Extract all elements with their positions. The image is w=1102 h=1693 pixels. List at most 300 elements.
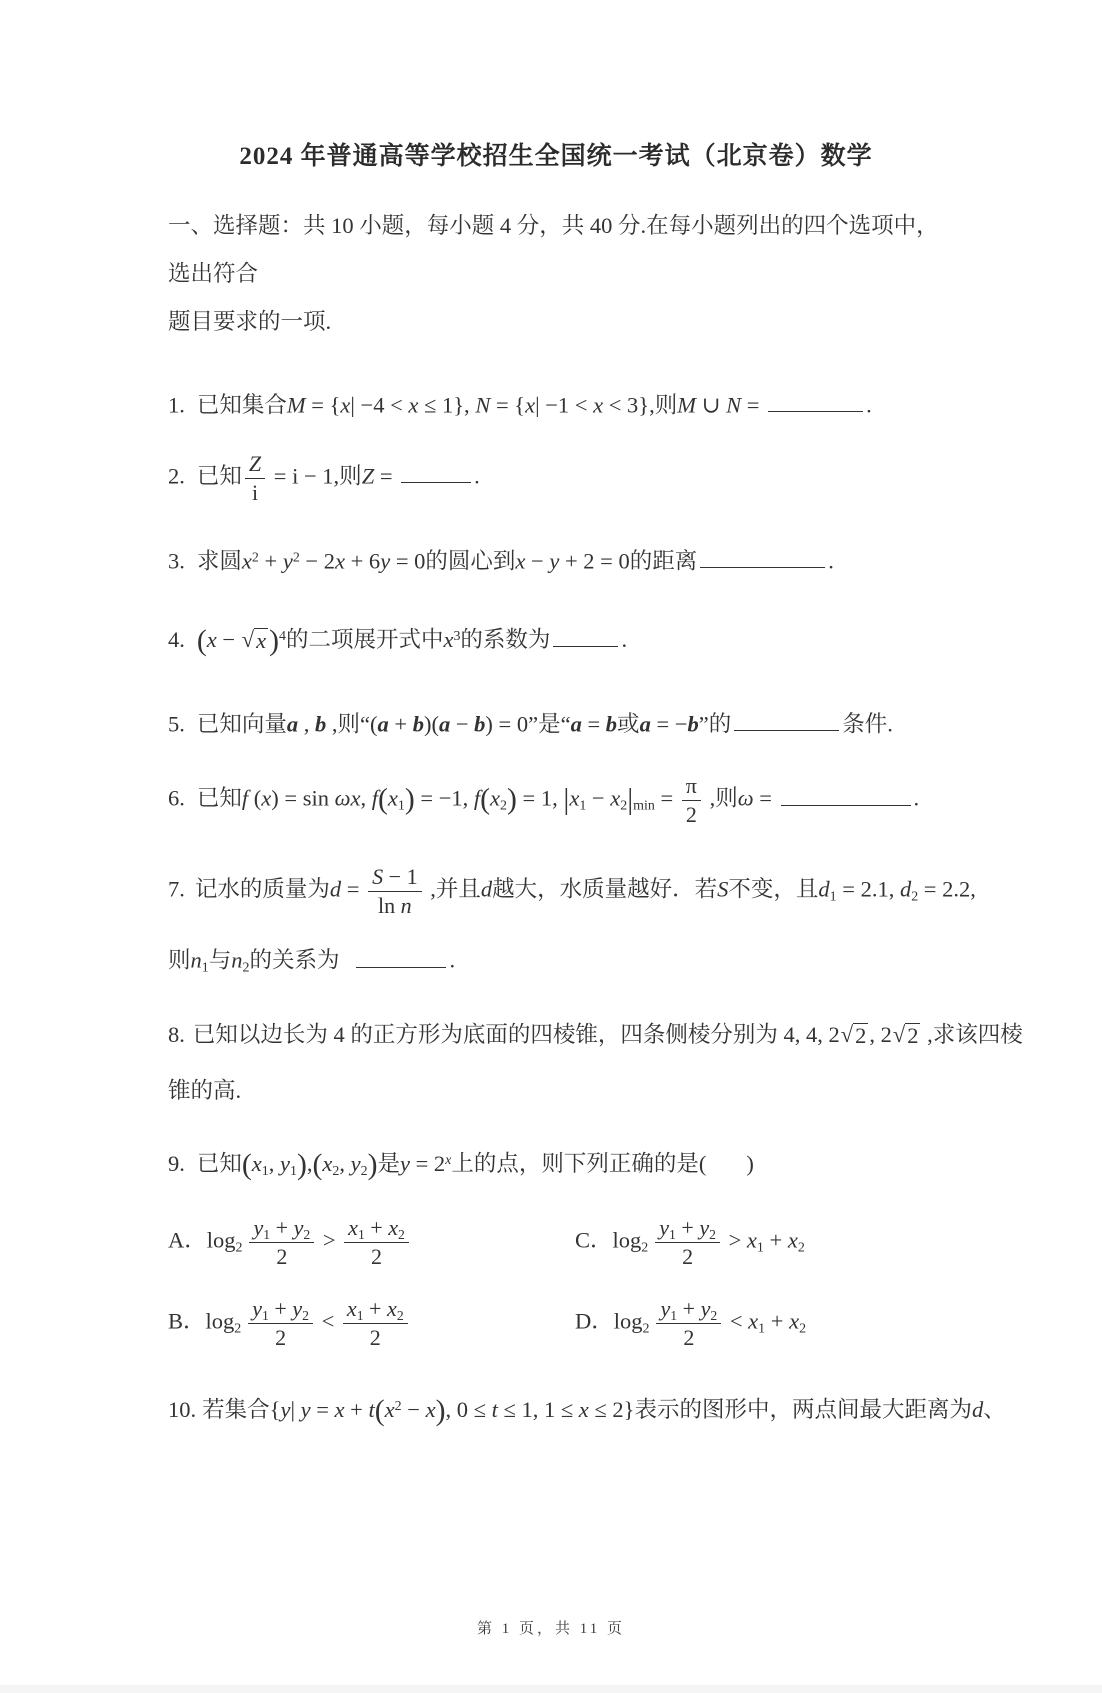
square-root — [242, 628, 268, 653]
math-segment: + — [388, 710, 413, 736]
math-variable: x — [789, 1308, 800, 1334]
question-2-line — [168, 451, 944, 506]
math-segment: − — [586, 786, 611, 811]
math-segment: + — [363, 1295, 388, 1321]
math-segment: + — [677, 1295, 701, 1321]
text-segment: 的圆心到 — [425, 548, 516, 574]
math-variable: x — [525, 392, 536, 418]
math-vector: a — [438, 710, 451, 736]
math-segment: , — [921, 1022, 933, 1048]
math-segment: < — [315, 1308, 340, 1334]
math-segment: + — [270, 1214, 294, 1240]
big-delimiter: ) — [269, 624, 279, 657]
math-variable: x — [569, 786, 580, 811]
math-variable: t — [491, 1396, 498, 1422]
math-variable: ω — [737, 786, 754, 811]
math-segment: + — [675, 1214, 700, 1240]
text-segment: 已知集合 — [196, 392, 287, 418]
math-segment: = 0 — [390, 548, 426, 574]
fraction-numerator — [655, 1215, 720, 1243]
math-segment: 2 — [683, 1324, 695, 1350]
math-segment: 1. — [168, 392, 185, 418]
math-segment: ln — [378, 893, 401, 919]
math-variable: Z — [361, 463, 375, 489]
fraction — [249, 1215, 314, 1270]
math-segment: C． — [575, 1227, 613, 1253]
fraction-numerator — [248, 1296, 313, 1324]
math-segment: = 2 — [409, 1150, 446, 1176]
math-variable: x — [425, 1396, 436, 1422]
superscript: 2 — [394, 1399, 402, 1414]
text-segment: 则 — [168, 947, 191, 973]
square-root — [841, 1023, 869, 1048]
math-variable: x — [443, 626, 454, 652]
math-variable: n — [400, 893, 412, 919]
subscript: min — [633, 798, 655, 814]
answer-blank — [781, 784, 911, 806]
question-9 — [168, 1145, 944, 1185]
big-delimiter: ) — [296, 1148, 307, 1181]
math-variable: x — [515, 548, 526, 574]
math-segment: . — [828, 548, 834, 574]
fraction-denominator — [344, 1243, 409, 1270]
fraction — [245, 451, 265, 506]
math-segment: ≤ 1, 1 ≤ — [497, 1396, 579, 1422]
fraction — [682, 773, 701, 828]
math-segment: . — [621, 626, 628, 652]
math-variable: x — [610, 786, 621, 811]
math-segment: 2 — [369, 1324, 381, 1350]
math-segment: + — [765, 1308, 790, 1334]
exam-page — [0, 136, 1102, 1431]
subscript: 1 — [263, 1226, 271, 1242]
math-variable: y — [700, 1295, 711, 1321]
text-segment: 表示的图形中，两点间最大距离为 — [634, 1396, 972, 1422]
subscript: 2 — [396, 1307, 404, 1323]
math-segment: i — [251, 479, 259, 505]
math-segment: , — [268, 1150, 280, 1176]
subscript: 2 — [710, 1307, 718, 1323]
question-8-line-1 — [168, 1020, 1023, 1050]
fraction-numerator — [368, 864, 422, 892]
math-segment: log — [205, 1308, 235, 1334]
math-variable: x — [256, 627, 267, 653]
big-delimiter: ( — [241, 1148, 252, 1181]
math-segment: , — [703, 786, 716, 811]
math-segment: − — [216, 626, 241, 652]
text-segment: 或 — [617, 710, 640, 736]
superscript: 4 — [278, 628, 286, 644]
answer-blank — [734, 709, 839, 731]
text-segment: ”的 — [698, 710, 732, 736]
radical-sign: √ — [241, 626, 255, 652]
math-segment: 2. — [168, 463, 185, 489]
math-variable: t — [368, 1396, 375, 1422]
math-variable: y — [699, 1214, 710, 1240]
subscript: 2 — [500, 798, 508, 814]
question-7-line-1 — [168, 864, 976, 919]
text-segment: 已知以边长为 4 的正方形为底面的四棱锥，四条侧棱分别为 — [192, 1022, 778, 1048]
subscript: 2 — [797, 1240, 805, 1256]
math-segment: = — [374, 463, 399, 489]
math-variable: y — [280, 1150, 290, 1176]
math-variable: x — [346, 1295, 357, 1321]
math-variable: d — [818, 877, 830, 902]
subscript: 1 — [290, 1163, 297, 1179]
big-delimiter: | — [563, 783, 570, 816]
math-variable: x — [340, 392, 351, 418]
math-segment: 2 — [276, 1243, 288, 1269]
text-segment: ”是“ — [528, 710, 571, 736]
math-segment: = 2.1, — [836, 877, 900, 902]
math-segment: , — [339, 1150, 351, 1176]
page-title: 2024 年普通高等学校招生全国统一考试（北京卷）数学 — [239, 143, 873, 170]
question-8 — [168, 1020, 1023, 1107]
math-segment: = i − 1, — [268, 463, 340, 489]
math-vector: b — [315, 710, 327, 736]
math-vector: b — [474, 710, 486, 736]
math-variable: y — [660, 1295, 671, 1321]
subscript: 2 — [620, 798, 628, 814]
math-segment: 8. — [168, 1022, 185, 1048]
fraction-denominator — [368, 892, 422, 919]
text-segment: 是 — [377, 1150, 400, 1176]
fraction — [344, 1215, 409, 1270]
question-9-options-row-2 — [168, 1296, 944, 1351]
question-2 — [168, 451, 944, 506]
math-segment: = −1, — [414, 786, 474, 811]
big-delimiter: | — [627, 783, 634, 816]
math-segment: 2 — [907, 1023, 919, 1049]
subscript: 1 — [579, 798, 587, 814]
math-segment: 10. — [168, 1396, 197, 1422]
text-segment: 则 — [339, 463, 362, 489]
math-variable: x — [593, 392, 604, 418]
math-segment: = — [753, 786, 778, 811]
math-variable: y — [252, 1295, 263, 1321]
text-segment: 锥的高. — [168, 1078, 242, 1104]
math-variable: d — [329, 877, 342, 902]
subscript: 2 — [234, 1321, 242, 1337]
math-variable: x — [261, 786, 272, 811]
option-a — [168, 1215, 575, 1270]
question-3-line — [168, 546, 944, 577]
math-variable: y — [380, 548, 391, 574]
math-variable: d — [480, 877, 493, 902]
big-delimiter: ) — [435, 1394, 446, 1427]
subscript: 1 — [397, 798, 405, 814]
radical-sign: √ — [892, 1022, 906, 1048]
question-5-line — [168, 709, 944, 740]
math-vector: b — [605, 710, 618, 736]
math-segment: 9. — [168, 1150, 185, 1176]
math-variable: M — [677, 392, 696, 418]
math-segment: − — [401, 1396, 426, 1422]
math-variable: x — [748, 1308, 759, 1334]
math-variable: y — [292, 1295, 303, 1321]
math-variable: f — [371, 786, 378, 811]
math-segment: log — [613, 1308, 643, 1334]
math-segment: . — [449, 947, 456, 973]
math-vector: a — [639, 710, 651, 736]
text-segment: 不变，且 — [728, 877, 819, 902]
math-segment: 2 — [682, 1243, 694, 1269]
math-segment: 6. — [168, 786, 185, 811]
text-segment: 若集合 — [202, 1396, 270, 1422]
question-4-line — [168, 621, 944, 661]
math-variable: d — [971, 1396, 984, 1422]
math-segment: ( — [248, 786, 262, 811]
fraction-denominator — [655, 1243, 720, 1270]
math-segment: , 0 ≤ — [445, 1396, 492, 1422]
math-vector: a — [286, 710, 299, 736]
big-delimiter: ) — [507, 783, 517, 816]
math-variable: x — [322, 1150, 333, 1176]
fraction — [656, 1296, 721, 1351]
section-instructions — [168, 202, 944, 346]
math-segment: 4. — [168, 626, 185, 652]
math-variable: f — [241, 786, 249, 811]
math-segment: log — [206, 1227, 236, 1253]
text-segment: 的关系为 — [249, 947, 340, 973]
superscript: 3 — [453, 628, 461, 644]
subscript: 1 — [356, 1307, 364, 1323]
math-variable: y — [549, 548, 560, 574]
math-vector: a — [377, 710, 389, 736]
math-segment: ( — [370, 710, 378, 736]
fraction — [368, 864, 422, 919]
math-segment: − 1 — [383, 864, 418, 890]
answer-blank — [553, 624, 618, 646]
question-9-line — [168, 1145, 944, 1185]
option-d — [575, 1296, 806, 1351]
fraction — [655, 1215, 720, 1270]
text-segment: 并且 — [435, 877, 481, 902]
fraction-numerator — [343, 1296, 408, 1324]
math-segment: = 1, — [516, 786, 564, 811]
fraction-denominator — [249, 1243, 314, 1270]
question-9-options-row-1 — [168, 1215, 944, 1270]
math-segment: + — [268, 1295, 293, 1321]
text-segment: 、 — [983, 1396, 1006, 1422]
subscript: 1 — [262, 1307, 269, 1323]
option-b — [168, 1296, 575, 1351]
math-segment: − — [450, 710, 475, 736]
answer-blank — [768, 390, 863, 412]
question-7-line-2 — [168, 945, 944, 976]
math-variable: y — [293, 1214, 304, 1240]
math-variable: x — [388, 1214, 399, 1240]
question-7 — [168, 864, 976, 976]
question-1-line — [168, 390, 944, 421]
math-segment: . — [474, 463, 480, 489]
text-segment: 与 — [208, 947, 232, 973]
superscript: 2 — [251, 550, 259, 566]
math-segment: 2 — [371, 1243, 383, 1269]
text-segment: 已知向量 — [196, 710, 287, 736]
math-segment: 4, 4, 2 — [777, 1022, 840, 1048]
subscript: 2 — [398, 1226, 405, 1242]
math-segment: | — [290, 1396, 301, 1422]
answer-blank — [700, 546, 825, 568]
math-variable: x — [334, 1396, 345, 1422]
math-segment: ≤ 1}, — [418, 392, 476, 418]
fraction-denominator — [343, 1324, 408, 1351]
math-variable: S — [372, 864, 384, 890]
text-segment: ) — [746, 1150, 754, 1176]
big-delimiter: ( — [196, 624, 207, 657]
math-segment: . — [913, 786, 920, 811]
math-segment: ≤ 2} — [588, 1396, 635, 1422]
subscript: 1 — [669, 1226, 676, 1242]
math-variable: x — [578, 1396, 589, 1422]
question-10 — [168, 1391, 1006, 1431]
math-segment: + — [344, 1396, 369, 1422]
math-variable: x — [241, 548, 252, 574]
option-c — [575, 1215, 805, 1270]
math-segment: + 6 — [344, 548, 381, 574]
math-segment: > — [722, 1227, 747, 1253]
text-segment: 已知 — [196, 1150, 242, 1176]
fraction-denominator — [245, 479, 265, 506]
big-delimiter: ( — [312, 1148, 323, 1181]
subscript: 1 — [261, 1163, 269, 1179]
math-variable: ωx — [334, 786, 361, 811]
math-segment: , 2 — [869, 1022, 892, 1048]
text-segment: 已知 — [196, 463, 242, 489]
big-delimiter: ) — [367, 1148, 378, 1181]
fraction-numerator — [249, 1215, 314, 1243]
math-variable: x — [334, 548, 345, 574]
math-segment: , — [360, 786, 372, 811]
math-segment: = — [341, 877, 366, 902]
math-segment: D． — [575, 1308, 614, 1334]
math-segment: + — [763, 1227, 788, 1253]
instructions-line-1: 一、选择题：共 10 小题，每小题 4 分，共 40 分.在每小题列出的四个选项中，选出符合 — [168, 213, 939, 286]
math-vector: a — [570, 710, 582, 736]
text-segment: 越大，水质量越好．若 — [492, 877, 718, 902]
math-segment: , — [326, 710, 338, 736]
math-segment: A． — [168, 1227, 207, 1253]
math-segment: − 2 — [299, 548, 335, 574]
subscript: 2 — [235, 1240, 243, 1256]
fraction-numerator — [344, 1215, 409, 1243]
big-delimiter: ( — [374, 1394, 385, 1427]
subscript: 2 — [332, 1163, 340, 1179]
question-8-line-2 — [168, 1076, 944, 1106]
math-variable: d — [899, 877, 912, 902]
math-segment: 2 — [855, 1023, 867, 1049]
math-variable: N — [475, 392, 491, 418]
math-segment: = { — [305, 392, 341, 418]
superscript: 2 — [292, 550, 300, 566]
math-variable: n — [231, 947, 243, 973]
text-segment: 记水的质量为 — [194, 877, 330, 902]
math-variable: x — [387, 1295, 397, 1321]
radicand — [254, 628, 268, 653]
radical-sign: √ — [840, 1022, 854, 1048]
answer-blank — [356, 945, 446, 967]
subscript: 2 — [302, 1307, 309, 1323]
subscript: 2 — [911, 889, 919, 905]
math-segment: + — [364, 1214, 389, 1240]
text-segment: 的二项展开式中 — [285, 626, 444, 652]
question-5 — [168, 709, 944, 740]
fraction-denominator — [682, 801, 701, 828]
subscript: 2 — [799, 1321, 807, 1337]
math-variable: M — [286, 392, 306, 418]
instructions-line-2: 题目要求的一项. — [168, 309, 332, 334]
math-segment: 2 — [275, 1324, 287, 1350]
superscript: x — [445, 1152, 452, 1168]
math-variable: f — [473, 786, 481, 811]
subscript: 1 — [357, 1226, 365, 1242]
question-10-line — [168, 1391, 1006, 1431]
subscript: 1 — [756, 1240, 764, 1256]
math-variable: x — [787, 1227, 798, 1253]
big-delimiter: ( — [480, 783, 491, 816]
subscript: 1 — [201, 960, 209, 976]
text-segment: 则 — [715, 786, 738, 811]
math-segment: = − — [650, 710, 688, 736]
math-variable: n — [190, 947, 202, 973]
fraction-numerator — [682, 773, 701, 801]
math-variable: x — [490, 786, 501, 811]
fraction — [248, 1296, 313, 1351]
math-segment: 2 — [685, 802, 697, 828]
question-6 — [168, 773, 944, 828]
page-footer: 第 1 页，共 11 页 — [477, 1621, 625, 1637]
square-root — [893, 1023, 921, 1048]
math-variable: y — [350, 1150, 361, 1176]
math-segment: ) = sin — [271, 786, 335, 811]
math-segment: . — [866, 392, 872, 418]
math-segment: < — [724, 1308, 749, 1334]
math-variable: x — [387, 786, 398, 811]
math-segment: { — [269, 1396, 281, 1422]
math-segment: | −4 < — [350, 392, 409, 418]
subscript: 2 — [242, 960, 250, 976]
radicand — [853, 1023, 868, 1048]
fraction-denominator — [248, 1324, 313, 1351]
math-segment: , — [424, 877, 436, 902]
math-vector: b — [687, 710, 699, 736]
math-variable: x — [348, 1214, 358, 1240]
math-segment: − — [525, 548, 550, 574]
math-variable: y — [659, 1214, 670, 1240]
math-segment: B． — [168, 1308, 206, 1334]
subscript: 1 — [829, 889, 837, 905]
question-6-line — [168, 773, 944, 828]
math-variable: y — [300, 1396, 311, 1422]
math-segment: )( — [423, 710, 439, 736]
math-variable: N — [726, 392, 742, 418]
subscript: 2 — [303, 1226, 311, 1242]
subscript: 1 — [758, 1321, 766, 1337]
math-segment: = 2.2, — [918, 877, 976, 902]
answer-blank — [401, 461, 471, 483]
subscript: 2 — [360, 1163, 368, 1179]
question-4 — [168, 621, 944, 661]
text-segment: 求圆 — [196, 548, 242, 574]
math-variable: x — [206, 626, 217, 652]
math-segment: ) = 0 — [485, 710, 529, 736]
fraction-denominator — [656, 1324, 721, 1351]
text-segment: 求该四棱 — [932, 1022, 1023, 1048]
radicand — [905, 1023, 920, 1048]
math-segment: = — [741, 392, 766, 418]
math-segment: | −1 < — [535, 392, 594, 418]
